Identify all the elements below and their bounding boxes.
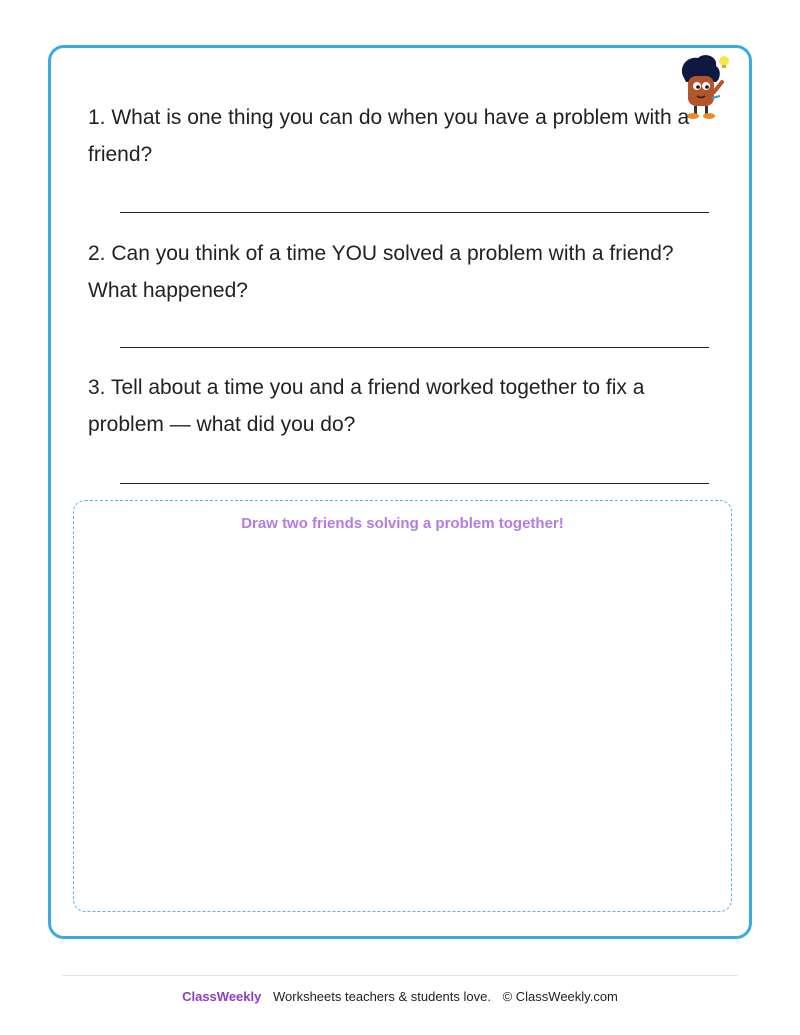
answer-line-1[interactable] xyxy=(120,212,709,213)
footer-divider xyxy=(62,975,738,976)
footer-copyright: © ClassWeekly.com xyxy=(502,989,618,1004)
drawing-prompt: Draw two friends solving a problem together! xyxy=(241,515,564,532)
footer-brand: ClassWeekly xyxy=(182,989,262,1004)
answer-line-3[interactable] xyxy=(120,483,709,484)
drawing-area[interactable] xyxy=(73,500,732,912)
answer-line-2[interactable] xyxy=(120,347,709,348)
question-3: 3. Tell about a time you and a friend worked together to fix a problem — what did you do? xyxy=(88,376,645,436)
question-2: 2. Can you think of a time YOU solved a problem with a friend? What happened? xyxy=(88,242,674,302)
footer-tagline: Worksheets teachers & students love. xyxy=(272,989,491,1004)
question-1: 1. What is one thing you can do when you have a problem with a friend? xyxy=(88,106,690,166)
footer xyxy=(0,989,800,1004)
